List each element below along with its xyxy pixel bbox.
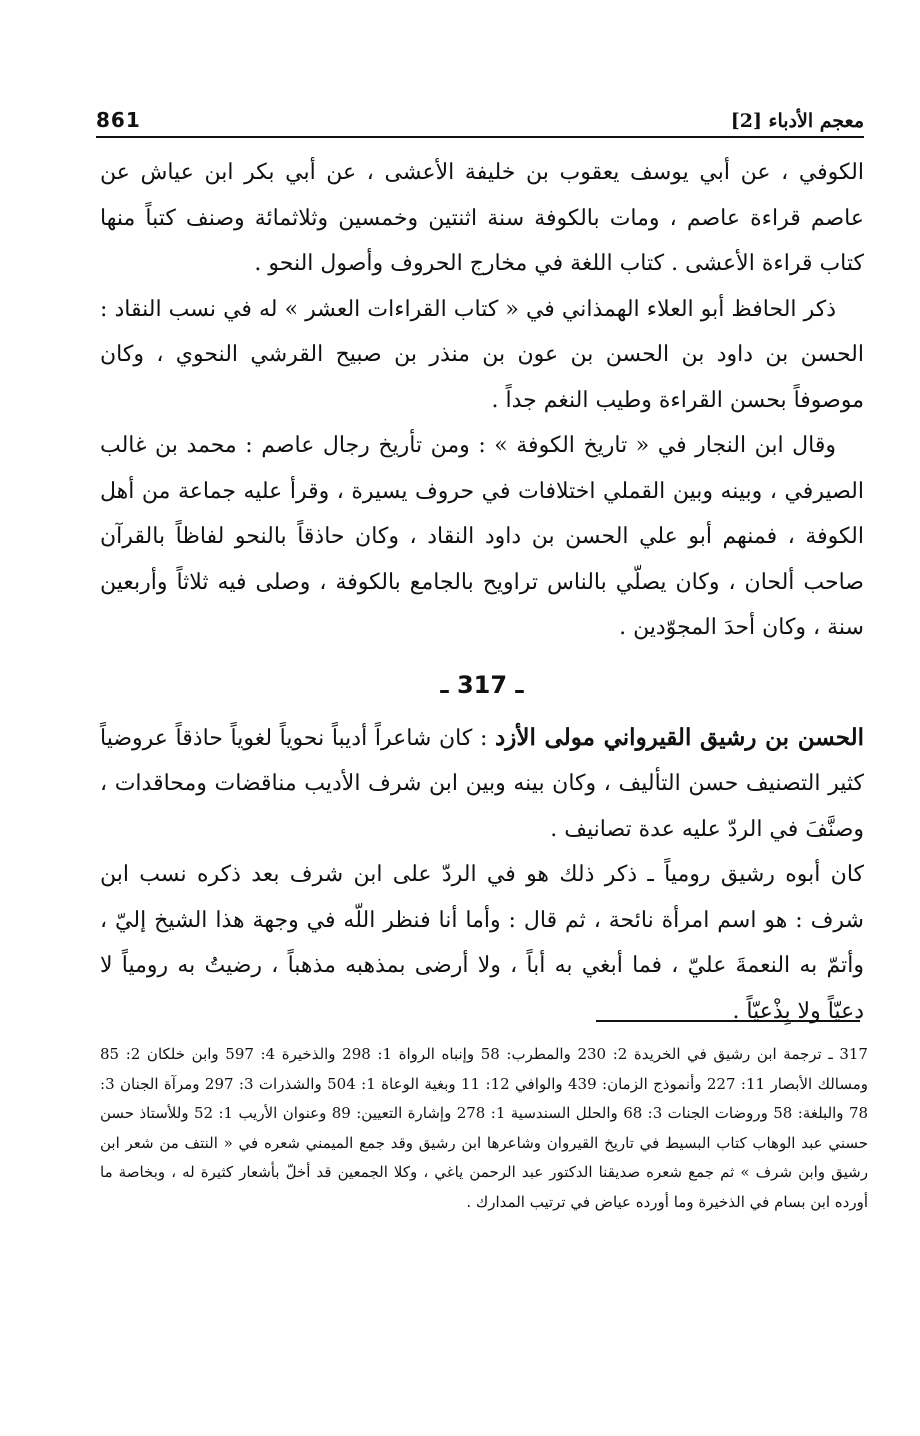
entry-number: ـ 317 ـ	[440, 670, 524, 699]
running-title: معجم الأدباء [2]	[730, 110, 864, 132]
paragraph: كان أبوه رشيق رومياً ـ ذكر ذلك هو في الردّ على ابن شرف بعد ذكره نسب ابن شرف : هو اسم امرأة نائحة ، ثم قال : وأما أنا فنظر اللّه في وجهة هذا الشيخ إليّ ، وأتمّ به النعمةَ عليّ ، فما أبغي به أباً ، ولا أرضى بمذهبه مذهباً ، رضيتُ به رومياً لا دعيّاً ولا بِذْعيّاً .	[100, 862, 864, 1024]
entry-name: الحسن بن رشيق القيرواني مولى الأزد	[495, 723, 864, 751]
paragraph: الكوفي ، عن أبي يوسف يعقوب بن خليفة الأعشى ، عن أبي بكر ابن عياش عن عاصم قراءة عاصم ، ومات بالكوفة سنة اثنتين وخمسين وثلاثمائة وصنف كتباً منها كتاب قراءة الأعشى . كتاب اللغة في مخارج الحروف وأصول النحو .	[100, 160, 864, 276]
paragraph: وقال ابن النجار في « تاريخ الكوفة » : ومن تأريخ رجال عاصم : محمد بن غالب الصيرفي ، وبينه وبين القملي اختلافات في حروف يسيرة ، وقرأ عليه جماعة من أهل الكوفة ، فمنهم أبو علي الحسن بن داود النقاد ، وكان حاذقاً بالنحو لفاظاً بالقرآن صاحب ألحان ، وكان يصلّي بالناس تراويح بالجامع بالكوفة ، وصلى فيه ثلاثاً وأربعين سنة ، وكان أحدَ المجوّدين .	[100, 433, 864, 640]
entry-intro-paragraph	[100, 715, 864, 853]
footnote-rule	[596, 1020, 860, 1022]
page-header	[96, 92, 864, 132]
paragraph: ذكر الحافظ أبو العلاء الهمذاني في « كتاب القراءات العشر » له في نسب النقاد : الحسن بن داود بن الحسن بن عون بن منذر بن صبيح القرشي النحوي ، وكان موصوفاً بحسن القراءة وطيب النغم جداً .	[100, 296, 864, 413]
footnote-text: 317 ـ ترجمة ابن رشيق في الخريدة 2: 230 والمطرب: 58 وإنباه الرواة 1: 298 والذخيرة 4: 597 وابن خلكان 2: 85 ومسالك الأبصار 11: 227 وأنموذج الزمان: 439 والوافي 12: 11 وبغية الوعاة 1: 504 والشذرات 3: 297 ومرآة الجنان 3: 78 والبلغة: 58 وروضات الجنات 3: 68 والحلل السندسية 1: 278 وإشارة التعيين: 89 وعنوان الأريب 1: 52 وللأستاذ حسن حسني عبد الوهاب كتاب البسيط في تاريخ القيروان وشاعرها ابن رشيق وقد جمع الميمني شعره في « النتف من شعر ابن رشيق وابن شرف » ثم جمع شعره صديقنا الدكتور عبد الرحمن ياغي ، وكلا الجمعين قد أخلّ بأشعار كثيرة له ، وبخاصة ما أورده ابن بسام في الذخيرة وما أورده عياض في ترتيب المدارك .	[100, 1045, 869, 1211]
header-rule	[96, 136, 864, 138]
footnote	[100, 1040, 868, 1217]
main-text	[100, 150, 864, 1034]
entry-intro-text: : كان شاعراً أديباً نحوياً لغوياً حاذقاً عروضياً كثير التصنيف حسن التأليف ، وكان بينه وبين ابن شرف الأديب مناقضات ومحاقدات ، وصنَّفَ في الردّ عليه عدة تصانيف .	[100, 725, 864, 842]
page-number: 861	[96, 108, 141, 132]
